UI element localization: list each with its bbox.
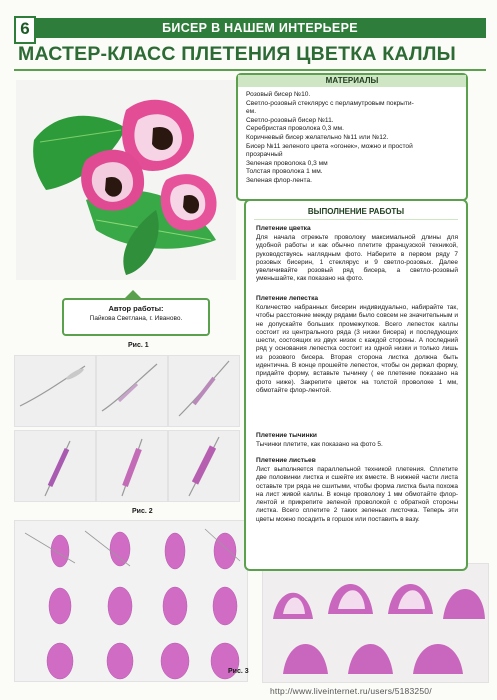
source-url: http://www.liveinternet.ru/users/5183250/ xyxy=(270,686,432,696)
materials-box xyxy=(236,73,468,201)
fig1-photo-4 xyxy=(14,430,96,502)
fig1-photo-6 xyxy=(168,430,240,502)
material-item: Коричневый бисер желательно №11 или №12. xyxy=(246,133,389,141)
material-item: ем. xyxy=(246,108,257,116)
instructions-box xyxy=(244,199,468,571)
instructions-heading: ВЫПОЛНЕНИЕ РАБОТЫ xyxy=(307,207,405,216)
fig3-caption: Рис. 3 xyxy=(228,668,249,675)
fig1-caption: Рис. 1 xyxy=(128,342,149,349)
title-divider xyxy=(14,69,486,71)
materials-heading: МАТЕРИАЛЫ xyxy=(238,75,466,87)
instructions-divider xyxy=(254,219,458,220)
author-name: Пайкова Светлана, г. Иваново. xyxy=(89,315,183,322)
material-item: Светло-розовый бисер №11. xyxy=(246,116,334,124)
material-item: Толстая проволока 1 мм. xyxy=(246,168,323,176)
section-title-flower: Плетение цветка xyxy=(256,225,311,232)
section-text-petal: Количество набранных бисерин индивидуально, набирайте так, чтобы расстояние между рядами было совсем не значительным и не допускайте больших промежутков. Всего лепесток каллы состоит из центрального ряда (3 низки бисера) и последующих шести, состоящих из двух низок с каждой стороны. А последний ряд у основания лепестка состоит из одной низки и только лишь из розового бисера. Вторая сторона листка должна быть идентична. В конце прошейте лепесток, чтобы он держал форму, придайте форму, вставьте тычинку ( ее плетение показано на фото ниже). Закрепите цветок на толстой проволоке 1 мм, обмотайте флор-лентой. xyxy=(256,304,458,394)
material-item: Розовый бисер №10. xyxy=(246,91,311,98)
author-box xyxy=(62,298,210,336)
material-item: Зеленая проволока 0,3 мм xyxy=(246,159,328,167)
material-item: прозрачный xyxy=(246,151,283,159)
section-title-leaves: Плетение листьев xyxy=(256,457,316,464)
material-item: Светло-розовый стеклярус с перламутровым покрыти- xyxy=(246,99,414,107)
page-number: 6 xyxy=(14,16,36,44)
section-title: БИСЕР В НАШЕМ ИНТЕРЬЕРЕ xyxy=(162,21,358,35)
fig1-photo-5 xyxy=(96,430,168,502)
fig2-caption: Рис. 2 xyxy=(132,508,153,515)
page-title: МАСТЕР-КЛАСС ПЛЕТЕНИЯ ЦВЕТКА КАЛЛЫ xyxy=(18,43,456,65)
author-label: Автор работы: xyxy=(108,304,164,313)
section-text-leaves: Лист выполняется параллельной техникой плетения. Сплетите две половинки листка и сшейте их вместе. В нижней части листа оставьте три ряда не сшитыми, чтобы форма листка была похожа на лист живой каллы. В конце проволоку 1 мм обмотайте флор-лентой и прикрепите зеленой проволокой с обратной стороны листка. Всего сплетите 2 таких зеленых листочка. Теперь эти цветы можно посадить в горшок или поставить в вазу. xyxy=(256,466,458,523)
calla-flower-photo xyxy=(16,80,236,280)
fig1-photo-2 xyxy=(96,355,168,427)
fig1-photo-1 xyxy=(14,355,96,427)
material-item: Зеленая флор-лента. xyxy=(246,176,312,184)
material-item: Серебристая проволока 0,3 мм. xyxy=(246,125,344,133)
section-title-stamen: Плетение тычинки xyxy=(256,432,317,439)
section-text-stamen: Тычинки плетите, как показано на фото 5. xyxy=(256,441,383,448)
section-text-flower: Для начала отрежьте проволоку максимальной длины для удобной работы и как обычно плетите французской техникой, руководствуясь наглядным фото. Наберите в первом ряду 7 розовых бисерин, 1 стеклярус и 9 светло-розовых. Далее увеличивайте розовый ряд бисера, а светло-розовый уменьшайте, как показано на фото. xyxy=(256,234,458,283)
fig2-photos xyxy=(14,520,248,682)
section-title-petal: Плетение лепестка xyxy=(256,295,319,302)
materials-list xyxy=(246,91,462,186)
fig3-photos xyxy=(262,563,489,683)
material-item: Бисер №11 зеленого цвета «огонек», можно и простой xyxy=(246,142,413,150)
fig1-photo-3 xyxy=(168,355,240,427)
